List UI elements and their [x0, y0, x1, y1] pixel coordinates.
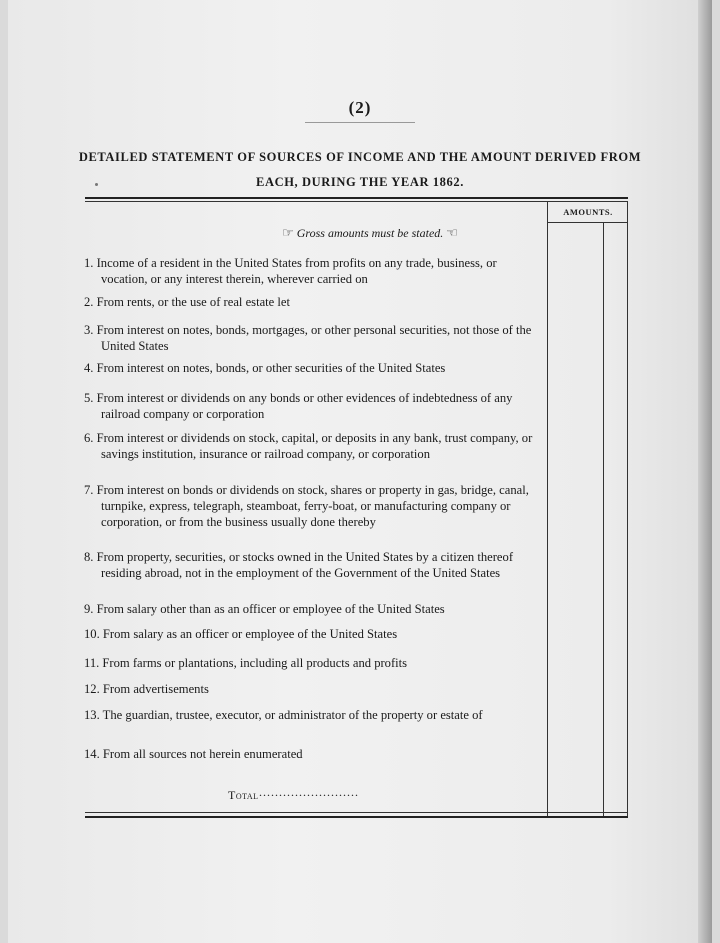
amounts-header-rule: [547, 222, 627, 223]
table-bottom-rule-thick: [85, 816, 628, 818]
income-item-text: 5. From interest or dividends on any bonds or other evidences of indebtedness of any railroad company or corporation: [84, 391, 513, 421]
amounts-column-right-line: [627, 201, 628, 816]
income-item-text: 11. From farms or plantations, including all products and profits: [84, 656, 408, 670]
income-item-6: [84, 430, 544, 462]
gross-note-text: Gross amounts must be stated.: [296, 226, 444, 240]
total-label: Total: [228, 788, 259, 802]
income-item-text: 4. From interest on notes, bonds, or other securities of the United States: [84, 361, 446, 375]
income-item-text: 9. From salary other than as an officer or employee of the United States: [84, 602, 445, 616]
income-item-4: [84, 360, 544, 376]
table-top-rule-thick: [85, 197, 628, 199]
income-item-text: 12. From advertisements: [84, 682, 209, 696]
total-row: [228, 788, 548, 803]
amounts-cents-divider: [603, 222, 604, 816]
income-item-14: [84, 746, 544, 762]
page-edge-shadow: [698, 0, 712, 943]
statement-heading-line2: EACH, DURING THE YEAR 1862.: [256, 175, 464, 189]
income-item-11: [84, 655, 544, 671]
gross-amounts-note: [200, 225, 540, 241]
income-item-text: 13. The guardian, trustee, executor, or administrator of the property or estate of: [84, 708, 483, 722]
income-item-3: [84, 322, 544, 354]
table-bottom-rule-thin: [85, 812, 628, 813]
income-item-text: 14. From all sources not herein enumerated: [84, 747, 303, 761]
amounts-column-header: AMOUNTS.: [563, 207, 613, 217]
income-item-5: [84, 390, 544, 422]
income-item-text: 1. Income of a resident in the United States from profits on any trade, business, or vocation, or any interest therein, wherever carried on: [84, 256, 497, 286]
page-number: (2): [348, 98, 372, 117]
statement-heading-line1: DETAILED STATEMENT OF SOURCES OF INCOME AND THE AMOUNT DERIVED FROM: [78, 150, 642, 164]
income-item-7: [84, 482, 544, 530]
page-number-rule: [305, 122, 415, 123]
income-item-12: [84, 681, 544, 697]
income-item-text: 10. From salary as an officer or employee of the United States: [84, 627, 398, 641]
income-item-text: 7. From interest on bonds or dividends on stock, shares or property in gas, bridge, canal, turnpike, express, telegraph, steamboat, ferry-boat, or manufacturing company or corporation, or from the business usually done thereby: [84, 483, 529, 529]
income-item-text: 8. From property, securities, or stocks owned in the United States by a citizen thereof residing abroad, not in the employment of the Government of the United States: [84, 550, 514, 580]
income-item-text: 6. From interest or dividends on stock, capital, or deposits in any bank, trust company, or savings institution, insurance or railroad company, or corporation: [84, 431, 533, 461]
pointing-hand-right-icon: ☞: [282, 225, 294, 240]
amounts-column-left-line: [547, 201, 548, 816]
income-item-2: [84, 294, 544, 310]
total-dot-leader: ·························: [258, 788, 359, 802]
income-item-8: [84, 549, 544, 581]
income-item-9: [84, 601, 544, 617]
income-item-text: 2. From rents, or the use of real estate let: [84, 295, 290, 309]
income-item-text: 3. From interest on notes, bonds, mortgages, or other personal securities, not those of the United States: [84, 323, 532, 353]
income-item-1: [84, 255, 544, 287]
pointing-hand-left-icon: ☜: [446, 225, 458, 240]
income-item-10: [84, 626, 544, 642]
ink-dot: [95, 183, 98, 186]
income-item-13: [84, 707, 544, 723]
